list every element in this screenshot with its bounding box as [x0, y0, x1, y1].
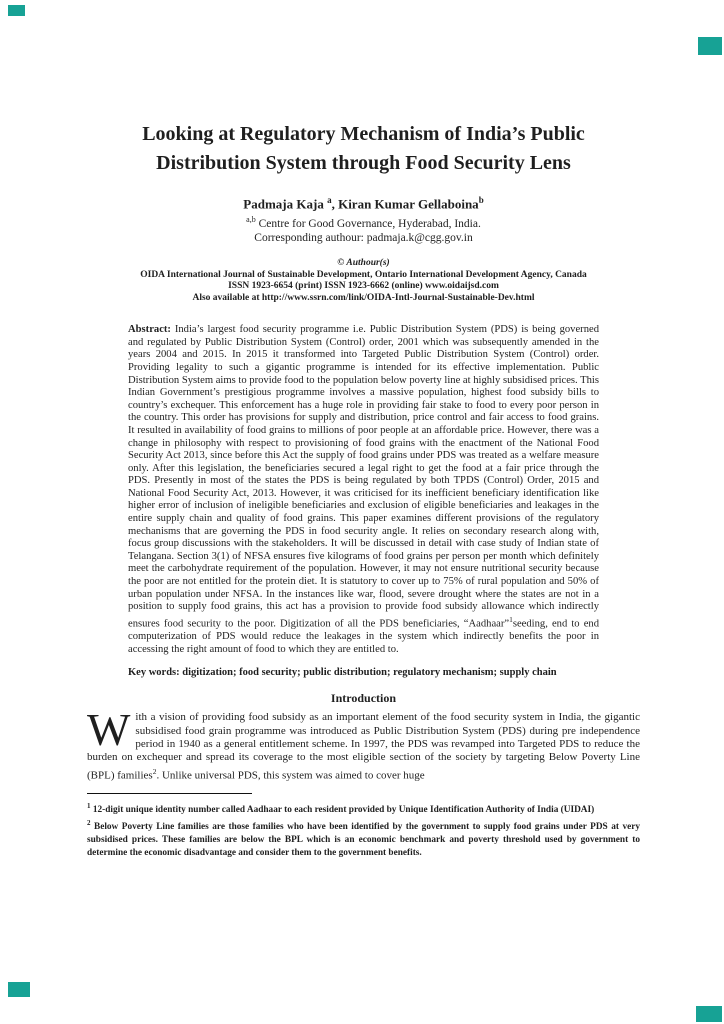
paper-title: Looking at Regulatory Mechanism of India’s Public Distribution System through Food Security Lens: [142, 123, 585, 174]
footnote-2-text: Below Poverty Line families are those families who have been identified by the government to supply food grains under PDS at very subsidised prices. These families are below the BPL which is an economic benchmark and poverty threshold used by government to determine the economic disadvantage and consider them to the government benefits.: [87, 822, 640, 858]
authors-line: [87, 195, 640, 212]
journal-line: OIDA International Journal of Sustainable Development, Ontario International Development Agency, Canada: [140, 269, 587, 280]
footnote-1: [87, 800, 640, 817]
drop-cap: W: [87, 704, 131, 756]
corresponding-author-line: Corresponding authour: padmaja.k@cgg.gov.in: [254, 232, 473, 245]
author-1-affiliation-mark: a: [327, 195, 332, 205]
introduction-text-part2: . Unlike universal PDS, this system was aimed to cover huge: [156, 769, 425, 782]
affiliation-marks: a,b: [246, 215, 256, 225]
author-2-name: Kiran Kumar Gellaboina: [338, 196, 479, 212]
issn-line: ISSN 1923-6654 (print) ISSN 1923-6662 (online) www.oidaijsd.com: [228, 281, 499, 292]
authors-separator: ,: [331, 196, 339, 212]
corner-marker-top-left: [8, 5, 25, 16]
affiliation-line: [87, 215, 640, 230]
page-content: [87, 0, 640, 860]
availability-line: Also available at http://www.ssrn.com/link/OIDA-Intl-Journal-Sustainable-Dev.html: [192, 292, 535, 303]
footnote-1-marker: 1: [87, 801, 91, 810]
publisher-block: [87, 258, 640, 304]
author-2-affiliation-mark: b: [478, 195, 484, 205]
abstract-paragraph: [128, 324, 599, 656]
abstract-label: Abstract:: [128, 324, 171, 336]
footnote-2: [87, 817, 640, 860]
corner-marker-bottom-right: [696, 1006, 722, 1022]
keywords-label: Key words:: [128, 667, 180, 679]
keywords-text: digitization; food security; public distribution; regulatory mechanism; supply chain: [182, 667, 557, 679]
introduction-footnote-ref-2: 2: [152, 766, 157, 776]
affiliation-text: Centre for Good Governance, Hyderabad, India.: [258, 218, 481, 231]
author-1-name: Padmaja Kaja: [243, 196, 324, 212]
introduction-text-part1: ith a vision of providing food subsidy as an important element of the food security system in India, the gigantic subsidised food grain programme was introduced as Public Distribution System (PDS) during pre independence period in 1940 as a general entitlement scheme. In 1997, the PDS was revamped into Targeted PDS to reduce the burden on exchequer and spread its coverage to the most eligible section of the society by targeting Below Poverty Line (BPL) families: [87, 711, 640, 782]
introduction-heading: Introduction: [330, 691, 397, 706]
introduction-paragraph: [87, 704, 640, 783]
footnotes-block: [87, 793, 640, 860]
footnote-1-text: 12-digit unique identity number called Aadhaar to each resident provided by Unique Identification Authority of India (UIDAI): [92, 804, 595, 815]
footnote-2-marker: 2: [87, 818, 91, 827]
abstract-text-part1: India’s largest food security programme i.e. Public Distribution System (PDS) is being governed and regulated by Public Distribution System (Control) order, 2001 which was subsequently amended in the years 2004 and 2015. In 2015 it transformed into Targeted Public Distribution System (Control) order. Providing legality to such a gigantic programme is intended for its effective implementation. Public Distribution System aims to provide food to the population below poverty line at highly subsidised prices. This Indian Government’s prestigious programme involves a massive population, highest food subsidy bills to country’s exchequer. This enforcement has a huge role in providing fair stake to food to every poor person in the country. This order has provisions for supply and distribution, price control and fair access to food grains. It resulted in availability of food grains to millions of poor people at an affordable price. However, there was a change in philosophy with respect to provisioning of food grains with the enactment of the National Food Security Act 2013, since before this Act the supply of food grains under PDS was treated as a welfare measure only. After this legislation, the beneficiaries secured a legal right to get the food at a fair price through the PDS. Presently in most of the states the PDS is being regulated by both TPDS (Control) Order, 2015 and National Food Security Act, 2013. However, it was criticised for its inefficient beneficiary identification like higher error of inclusion of ineligible beneficiaries and exclusion of eligible beneficiaries and leakages in the entire supply chain and quality of food grains. This paper examines different provisions of the regulatory mechanisms that are governing the PDS in food security angle. It relies on secondary research along with, focus group discussions with the stakeholders. It will be discussed in detail with case study of Indian state of Telangana. Section 3(1) of NFSA ensures five kilograms of food grains per person per month which definitely meet the carbohydrate requirement of the population. However, it may not ensure nutritional security because the poor are not entitled for the protein diet. It is statutory to cover up to 75% of rural population and 50% of urban population under NFSA. In the instances like war, flood, severe drought where the states are not in a position to supply food grains, this act has a provision to provide food subsidy allowance which indirectly ensures food security to the poor. Digitization of all the PDS beneficiaries, “Aadhaar”: [128, 324, 599, 630]
corner-marker-bottom-left: [8, 982, 30, 997]
copyright-line: © Authour(s): [337, 258, 390, 269]
keywords-line: [128, 667, 640, 678]
abstract-footnote-ref-1: 1: [509, 614, 513, 624]
footnote-separator-rule: [87, 793, 252, 794]
abstract-text-part2: seeding, end to end computerization of PDS would reduce the leakages in the system which indirectly benefits the poor in accessing the right amount of food to which they are entitled to.: [128, 618, 599, 655]
corner-marker-top-right: [698, 37, 722, 55]
